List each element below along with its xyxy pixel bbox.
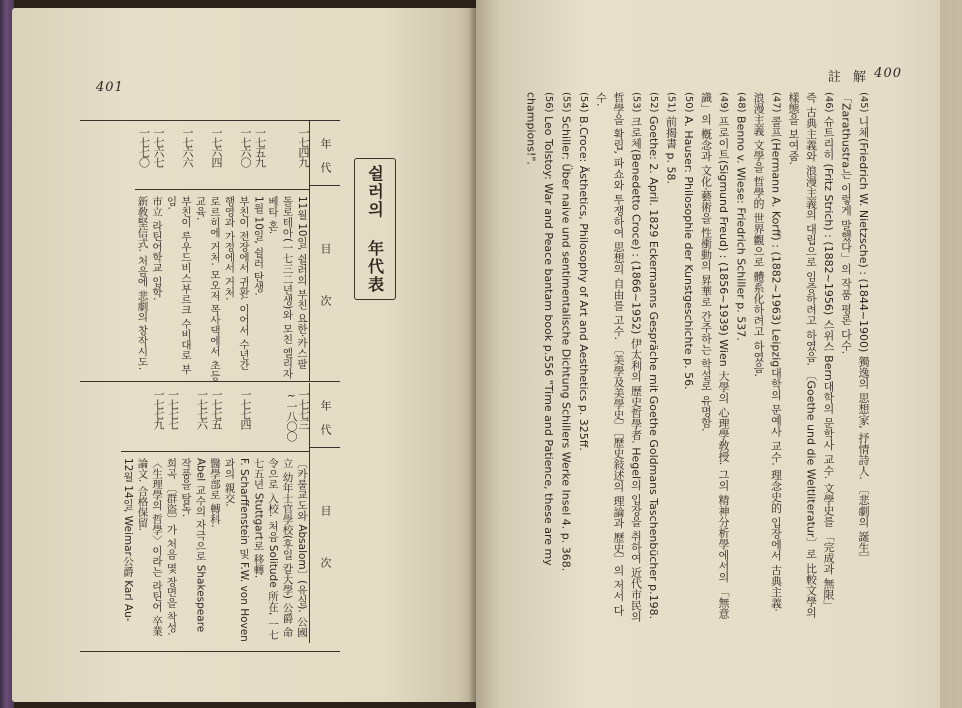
footnote-number: (49) xyxy=(718,92,729,113)
chronology-row xyxy=(164,121,193,381)
chronology-title: 쉴러의 年代表 xyxy=(354,158,396,300)
chronology-year: 一七七六 xyxy=(179,383,208,452)
chronology-row xyxy=(150,121,165,381)
right-page xyxy=(476,0,962,708)
footnote-entry xyxy=(697,92,732,622)
chronology-row xyxy=(266,121,310,381)
chronology-year: 一七四九 xyxy=(266,121,310,190)
footnote-entry xyxy=(575,92,593,622)
footnote-number: (56) xyxy=(543,92,554,113)
chronology-year: 一七七四 xyxy=(222,383,251,452)
chronology-row xyxy=(164,383,179,643)
notes-header-label: 註 解 xyxy=(827,70,870,85)
footnote-text: Goethe: 2. April. 1829 Eckermanns Gespräche mit Goethe Goldmans Taschenbücher p.198. xyxy=(647,116,660,620)
header-event-label: 目 次 xyxy=(319,504,332,582)
chronology-year: 一七七三 ~一八〇〇 xyxy=(251,383,309,452)
chronology-year xyxy=(121,383,136,452)
footnote-text: Leo Tolstoy: War and Peace bantam book p.556 "Time and Patience, these are my champions!". xyxy=(524,92,555,566)
left-page xyxy=(12,8,476,702)
chronology-year: 一七七〇 xyxy=(135,121,150,190)
footnote-text: Benno v. Wiese: Friedrich Schiller p. 537. xyxy=(734,116,748,341)
chronology-event: 新敎堅信式. 처음에 悲劇의 창작시도. xyxy=(136,196,149,371)
footnote-number: (48) xyxy=(735,92,747,113)
chronology-rows-bottom xyxy=(81,383,309,643)
chronology-year: 一七七七 xyxy=(164,383,179,452)
chronology-row xyxy=(251,383,309,643)
chronology-year: 一七六七 xyxy=(150,121,165,190)
footnote-text: A. Hauser: Philosophie der Kunstgeschichte p. 56. xyxy=(682,116,695,390)
right-page-number: 400 xyxy=(874,66,902,81)
chronology-row xyxy=(251,121,266,381)
left-page-number: 401 xyxy=(96,80,124,95)
footnote-number: (55) xyxy=(560,92,572,113)
chronology-event: 부친이 루우드비스부르크 수비대로 부임. xyxy=(165,196,192,375)
footnote-text: Schiller: Über naive und sentimentalische Dichtung Schillers Werke Insel 4. p. 368. xyxy=(559,116,573,572)
footnote-entry xyxy=(557,92,575,622)
footnote-entry xyxy=(645,92,663,622)
chronology-table-top xyxy=(80,121,340,382)
chronology-rows-top xyxy=(81,121,309,381)
footnote-text: 니체(Friedrich W. Nietzsche) : (1844~1900) 獨逸의 思想家, 抒情詩人. 〔悲劇의 誕生〕 「Zarathustra는 이렇게 말했다」의 작품 평론 다수. xyxy=(839,92,870,564)
footnote-number: (54) xyxy=(578,92,589,113)
chronology-event: 부친이 전장에서 귀환. 이어서 수년간 행영과 가정에서 거처. xyxy=(223,196,250,371)
chronology-row xyxy=(222,383,251,643)
chronology-event: Abel 교수의 자극으로 Shakespeare 작품을 탐독. xyxy=(180,458,207,633)
chronology-row xyxy=(193,121,222,381)
chronology-row xyxy=(135,121,150,381)
footnote-text: 프로이트(Sigmund Freud) : (1856~1939) Wien 大學의 心理學敎授. 그의 精神分析學에서의 「無意識」의 槪念과 文化·藝術을 性衝動의 昇華로 간주하는 학설로 유명함. xyxy=(699,92,730,619)
footnote-number: (53) xyxy=(630,92,642,113)
chronology-year: 一七六六 xyxy=(164,121,193,190)
footnote-entry xyxy=(592,92,645,622)
chronology-event: 1월 10일, 쉴러 탄생. xyxy=(252,196,265,296)
chronology-table xyxy=(80,120,340,652)
chronology-event: 12월 14일, Weimar公爵 Karl Au- xyxy=(122,458,134,622)
chronology-row xyxy=(179,383,208,643)
footnote-entry xyxy=(680,92,698,622)
footnote-text: 슈트리히 (Fritz Strich) : (1882~1956) 스위스 Bern대학의 문학사 교수. 文學史를 「完成과 無限」 즉 古典主義와 浪漫主義의 대립으로 임증하려고 하였음. 〔Goethe und die Weltliteratur〕로 比較文學의 樣態을 보여줌. xyxy=(787,92,835,618)
chronology-event: 11월 10일, 쉴러의 부친 요한·카스팔 돌로테아(一七三二년생)와 모친 엘리자베타 혼. xyxy=(267,196,308,379)
chronology-header xyxy=(309,383,340,643)
chronology-row xyxy=(135,383,164,643)
chronology-year: 一七七五 xyxy=(208,383,223,452)
footnote-text: 前揭書 p. 58. xyxy=(664,116,678,184)
footnote-text: 콜프(Hermann A. Korff) : (1882~1963) Leipzig대학의 문예사 교수. 理念史的 입장에서 古典主義·浪漫主義 文學을 哲學的 世界觀으로 體系化하려고 하였음. xyxy=(752,92,783,612)
footnote-number: (51) xyxy=(665,92,677,113)
footnote-number: (46) xyxy=(823,92,834,113)
chronology-row xyxy=(222,121,251,381)
footnote-number: (50) xyxy=(683,92,694,113)
footnote-entry xyxy=(522,92,557,622)
chronology-table-bottom xyxy=(80,383,340,643)
chronology-year: 一七七九 xyxy=(135,383,164,452)
chronology-event: 〔카룰교도와 Absalom〕(유실). 公國立 幼年士官學校(후일 칼大學) 公爵 命令으로 入校. 처음 Solitude 所在, 一七七五년 Stuttgart로 移轉. xyxy=(252,458,308,640)
chronology-event: 醫學部로 轉科. xyxy=(209,458,221,528)
footnote-entry xyxy=(785,92,838,622)
page-edges xyxy=(940,0,962,708)
footnote-entry xyxy=(750,92,785,622)
chronology-year: 一七五九 xyxy=(251,121,266,190)
chronology-row xyxy=(121,383,136,643)
footnote-entry xyxy=(732,92,750,622)
footnote-number: (47) xyxy=(770,92,782,113)
chronology-event: 로르히에 거처. 모오저 목사댁에서 초등 교육. xyxy=(194,196,221,381)
chronology-row xyxy=(208,383,223,643)
footnotes-list xyxy=(502,92,872,622)
footnote-text: 크로체(Benedetto Croce) : (1866~1952) 伊太利의 歷史哲學者. Hegel의 입장을 취하여 近代市民의 哲學을 확립, 파쇼와 투쟁하여 思想의 自由를 고수. 〔美學及美學史〕〔歷史敍述의 理論과 歷史〕의 저서 다수. xyxy=(594,92,643,622)
chronology-header xyxy=(309,121,340,381)
header-year-label: 年 代 xyxy=(310,387,340,448)
footnote-text: B.Croce: Ästhetics, Philosophy of Art and Aesthetics p. 325ff. xyxy=(577,116,590,451)
chronology-event: F. Scharffenstein 및 F.W. von Hoven과의 親交. xyxy=(223,458,250,642)
chronology-event: 〈生理學의 哲學〉이라는 라틴어 卒業論文. 合格保留. xyxy=(136,458,163,637)
chronology-year: 一七六四 xyxy=(193,121,222,190)
header-event-label: 目 次 xyxy=(319,242,332,320)
chronology-event: 市立 라틴어학교 입학. xyxy=(151,196,163,301)
header-year-label: 年 代 xyxy=(310,125,340,186)
footnote-entry xyxy=(662,92,680,622)
footnote-entry xyxy=(837,92,872,622)
chronology-event: 희곡 〔群盜〕가 처음 몇 장면을 착성. xyxy=(165,458,178,636)
chronology-year: 一七六〇 xyxy=(222,121,251,190)
footnote-number: (45) xyxy=(858,92,869,113)
footnote-number: (52) xyxy=(648,92,659,113)
